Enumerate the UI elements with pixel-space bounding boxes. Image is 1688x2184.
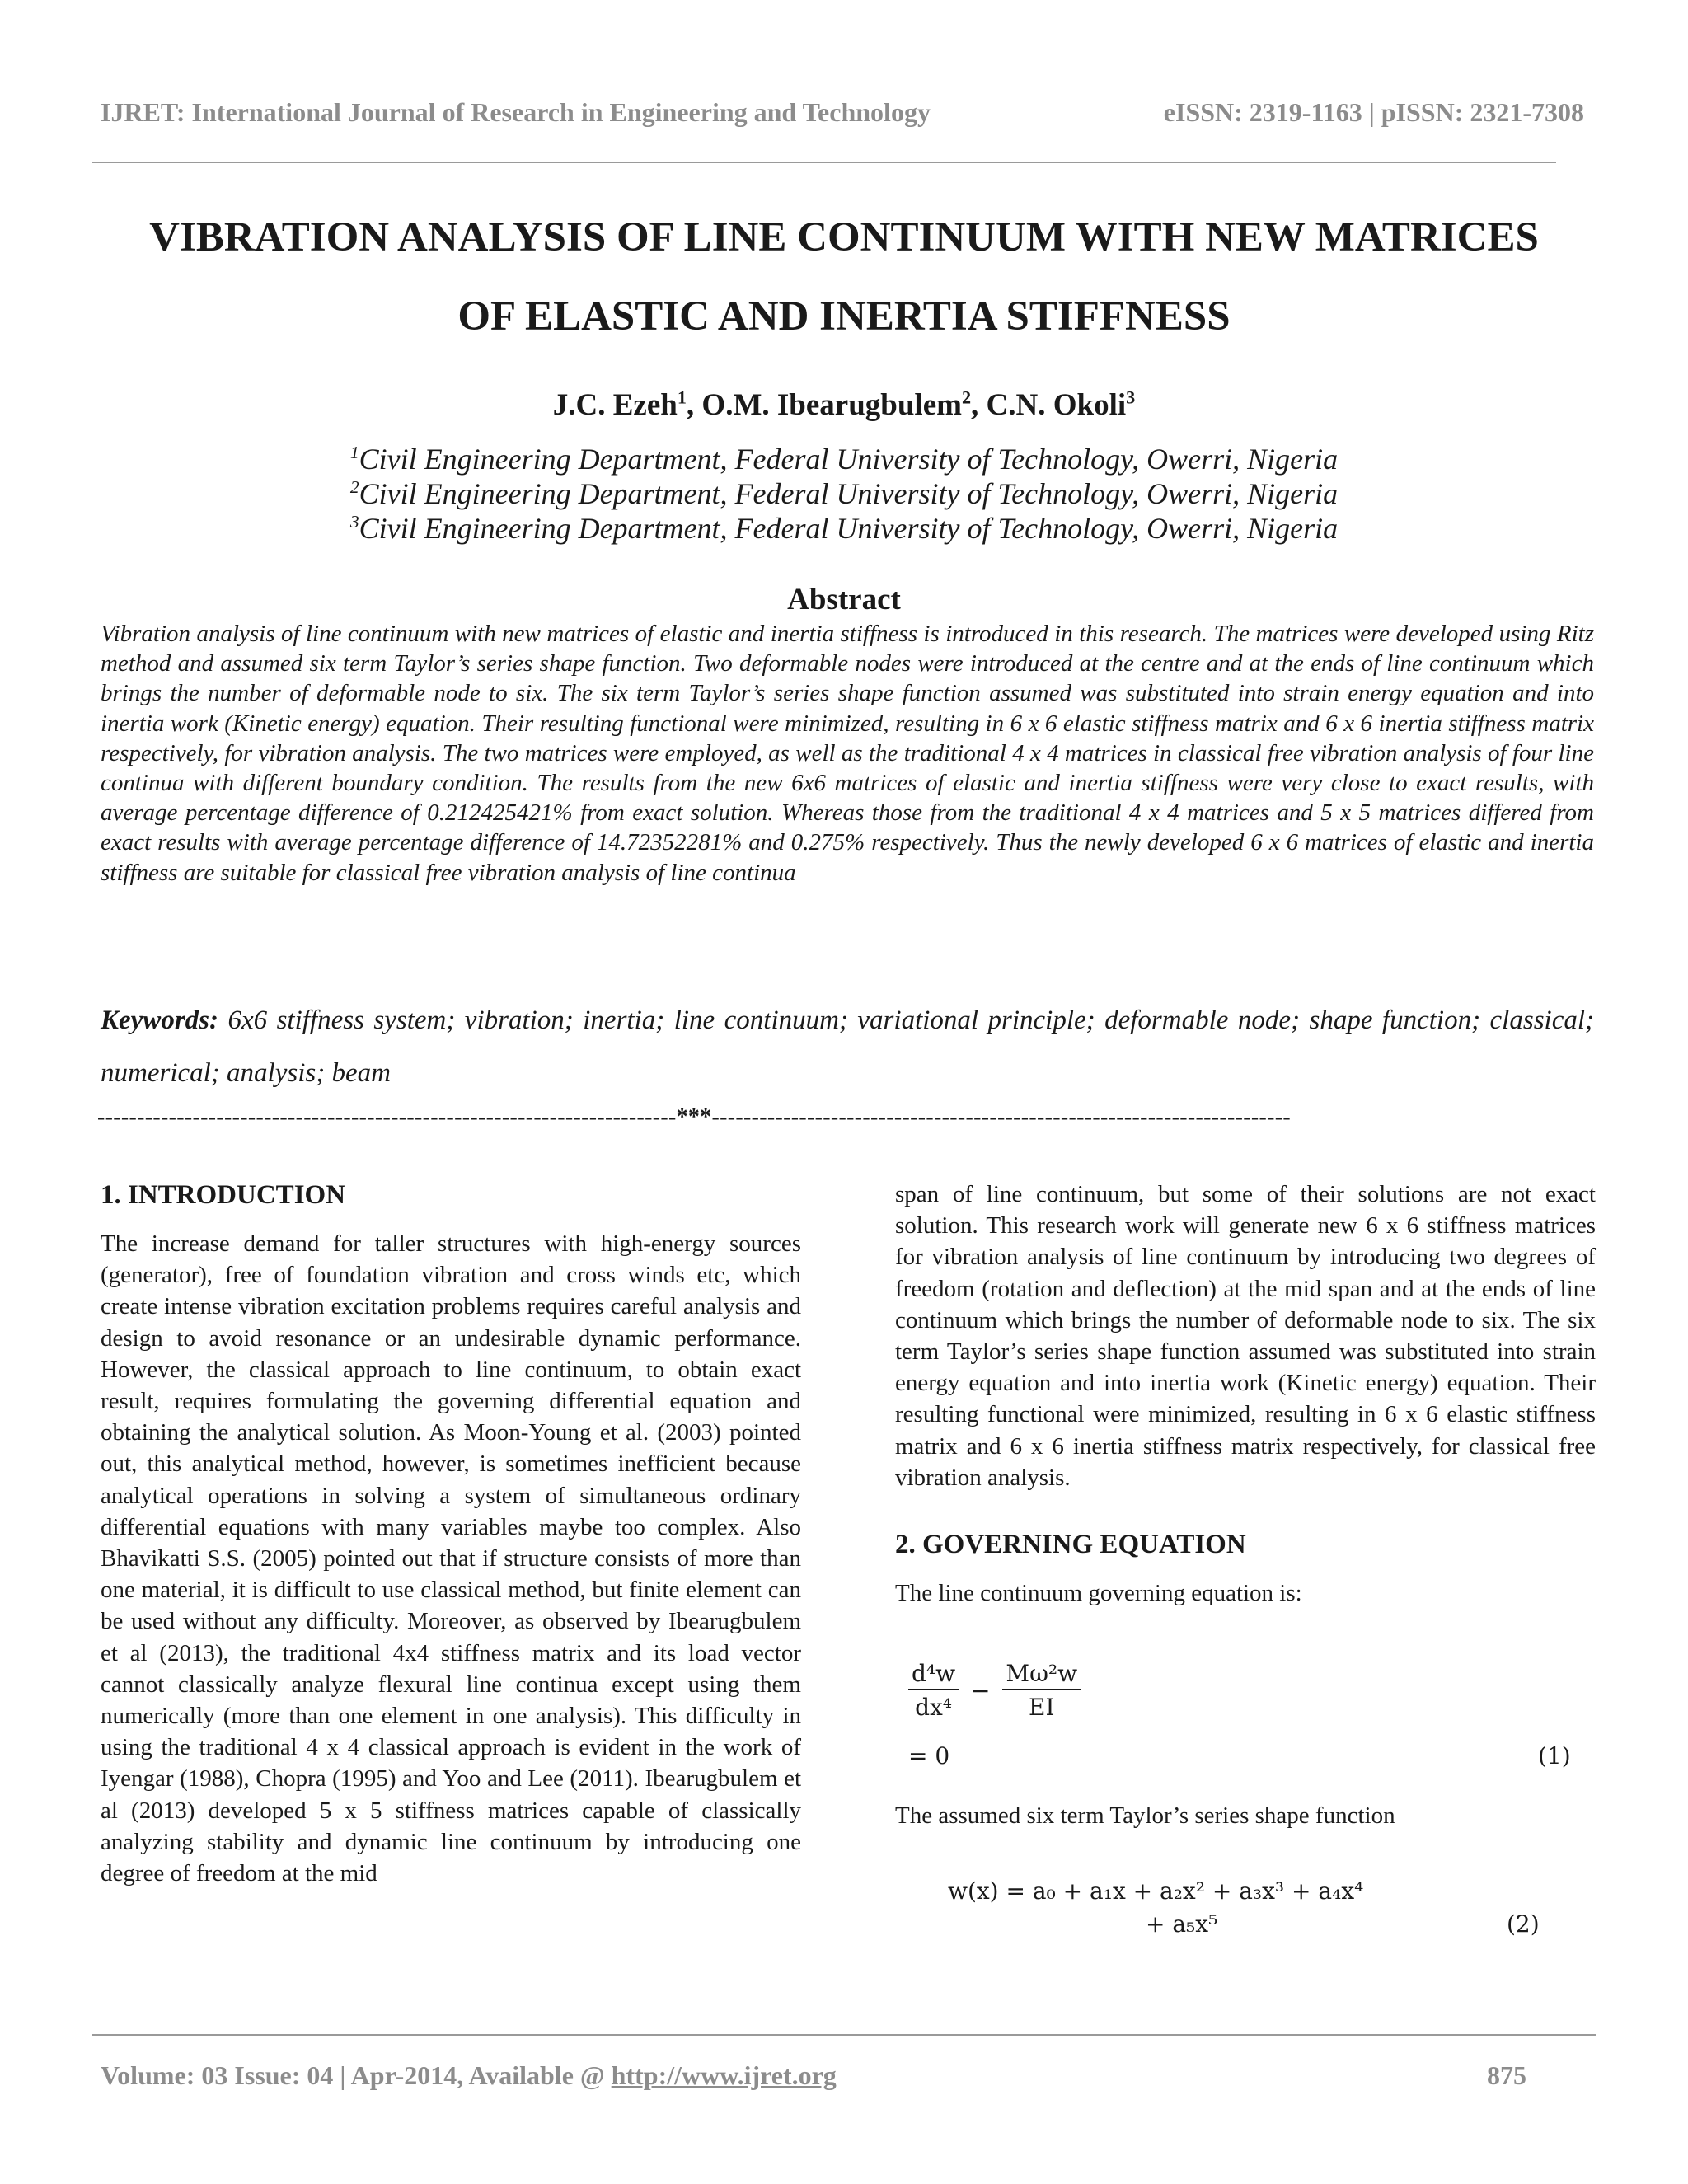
equation-2-line2: + a₅x⁵ — [1146, 1910, 1218, 1938]
paper-title — [82, 198, 1606, 356]
abstract-text: Vibration analysis of line continuum with new matrices of elastic and inertia stiffness is introduced in this research. The matrices were developed using Ritz method and assumed six term Taylor’s series shape function. Two deformable nodes were introduced at the centre and at the ends of line continuum which brings the number of deformable node to six. The six term Taylor’s series shape function assumed was substituted into strain energy equation and into inertia work (Kinetic energy) equation. Their resulting functional were minimized, resulting in 6 x 6 elastic stiffness matrix and 6 x 6 inertia stiffness matrix respectively, for vibration analysis. The two matrices were employed, as well as the traditional 4 x 4 matrices in classical free vibration analysis of four line continua with different boundary condition. The results from the new 6x6 matrices of elastic and inertia stiffness were very close to exact results, with average percentage difference of 0.212425421% from exact solution. Whereas those from the traditional 4 x 4 matrices and 5 x 5 matrices differed from exact results with average percentage difference of 14.72352281% and 0.275% respectively. Thus the newly developed 6 x 6 matrices of elastic and inertia stiffness are suitable for classical free vibration analysis of line continua — [101, 621, 1594, 886]
equation-1: $\frac{\text{d⁴w}}{\text{dx⁴}}$ − $\frac{\text{Mω²w}}{EI}$ — [908, 1660, 1081, 1721]
author: O.M. Ibearugbulem$^2$, — [701, 387, 987, 422]
author-list — [0, 387, 1688, 423]
title-line: OF ELASTIC AND INERTIA STIFFNESS — [457, 293, 1231, 340]
page-number: 875 — [1487, 2060, 1526, 2090]
section-heading: 1. INTRODUCTION — [101, 1180, 346, 1210]
abstract-heading: Abstract — [787, 583, 901, 616]
paragraph: The line continuum governing equation is: — [895, 1580, 1302, 1607]
footer-rule — [92, 2034, 1596, 2036]
equation-2-label: (2) — [1507, 1910, 1540, 1938]
affiliation: $^1$Civil Engineering Department, Federal University of Technology, Owerri, Nigeria — [349, 443, 1339, 476]
keywords-label: Keywords: — [101, 1005, 218, 1035]
shape-function-intro: The assumed six term Taylor’s series shape function — [895, 1802, 1395, 1829]
section-heading: 2. GOVERNING EQUATION — [895, 1530, 1246, 1560]
keywords — [101, 994, 1594, 1099]
paragraph: span of line continuum, but some of their solutions are not exact solution. This research work will generate new 6 x 6 stiffness matrices for vibration analysis of line continuum by introducing two degrees of freedom (rotation and deflection) at the mid span and at the ends of line continuum which brings the number of deformable node to six. The six term Taylor’s series shape function assumed was substituted into strain energy equation and into inertia work (Kinetic energy) equation. Their resulting functional were minimized, resulting in 6 x 6 elastic stiffness matrix and 6 x 6 inertia stiffness matrix respectively, for classical free vibration analysis. — [895, 1181, 1596, 1491]
affiliation: $^3$Civil Engineering Department, Federal University of Technology, Owerri, Nigeria — [349, 512, 1339, 545]
issn: eISSN: 2319-1163 | pISSN: 2321-7308 — [1163, 97, 1584, 127]
equation-1-label: (1) — [1538, 1742, 1571, 1769]
fraction: $\frac{\text{Mω²w}}{EI}$ — [1002, 1660, 1081, 1721]
journal-link[interactable]: http://www.ijret.org — [611, 2060, 837, 2090]
affiliation: $^2$Civil Engineering Department, Federal University of Technology, Owerri, Nigeria — [349, 477, 1339, 510]
affiliations — [0, 442, 1688, 546]
journal-name: IJRET: International Journal of Research in Engineering and Technology — [101, 97, 931, 127]
author: C.N. Okoli$^3$ — [986, 387, 1136, 422]
volume-info: Volume: 03 Issue: 04 | Apr-2014, Available @ http://www.ijret.org — [101, 2060, 837, 2090]
paragraph: The increase demand for taller structures with high-energy sources (generator), free of foundation vibration and cross winds etc, which create intense vibration excitation problems requires careful analysis and design to avoid resonance or an undesirable dynamic performance. However, the classical approach to line continuum, to obtain exact result, requires formulating the governing differential equation and obtaining the analytical solution. As Moon-Young et al. (2003) pointed out, this analytical method, however, is sometimes inefficient because analytical operations in solving a system of simultaneous ordinary differential equations with many variables maybe too complex. Also Bhavikatti S.S. (2005) pointed out that if structure consists of more than one material, it is difficult to use classical method, but finite element can be used without any difficulty. Moreover, as observed by Ibearugbulem et al (2013), the traditional 4x4 stiffness matrix and its load vector cannot classically analyze flexural line continua except using them numerically (more than one element in one analysis). This difficulty in using the traditional 4 x 4 classical approach is evident in the work of Iyengar (1988), Chopra (1995) and Yoo and Lee (2011). Ibearugbulem et al (2013) developed 5 x 5 stiffness matrices capable of classically analyzing stability and dynamic line continuum by introducing one degree of freedom at the mid — [101, 1230, 801, 1887]
fraction: $\frac{\text{d⁴w}}{\text{dx⁴}}$ — [908, 1660, 959, 1721]
header-rule — [92, 162, 1556, 163]
equation-1-rhs: = 0 — [908, 1742, 950, 1769]
title-line: VIBRATION ANALYSIS OF LINE CONTINUUM WITH NEW MATRICES — [149, 214, 1539, 260]
running-footer — [101, 2060, 1526, 2091]
right-column — [895, 1179, 1596, 1609]
left-column — [101, 1179, 801, 1889]
equation-2-line1: w(x) = a₀ + a₁x + a₂x² + a₃x³ + a₄x⁴ — [948, 1877, 1364, 1905]
running-header — [101, 97, 1584, 128]
author: J.C. Ezeh$^1$, — [552, 387, 702, 422]
keywords-text: 6x6 stiffness system; vibration; inertia; line continuum; variational principle; deformable node; shape function; classical; numerical; analysis; beam — [101, 1005, 1595, 1088]
section-separator: -------------------------------------------------------------------------***------------------------------------------------------------------------- — [97, 1104, 1292, 1130]
